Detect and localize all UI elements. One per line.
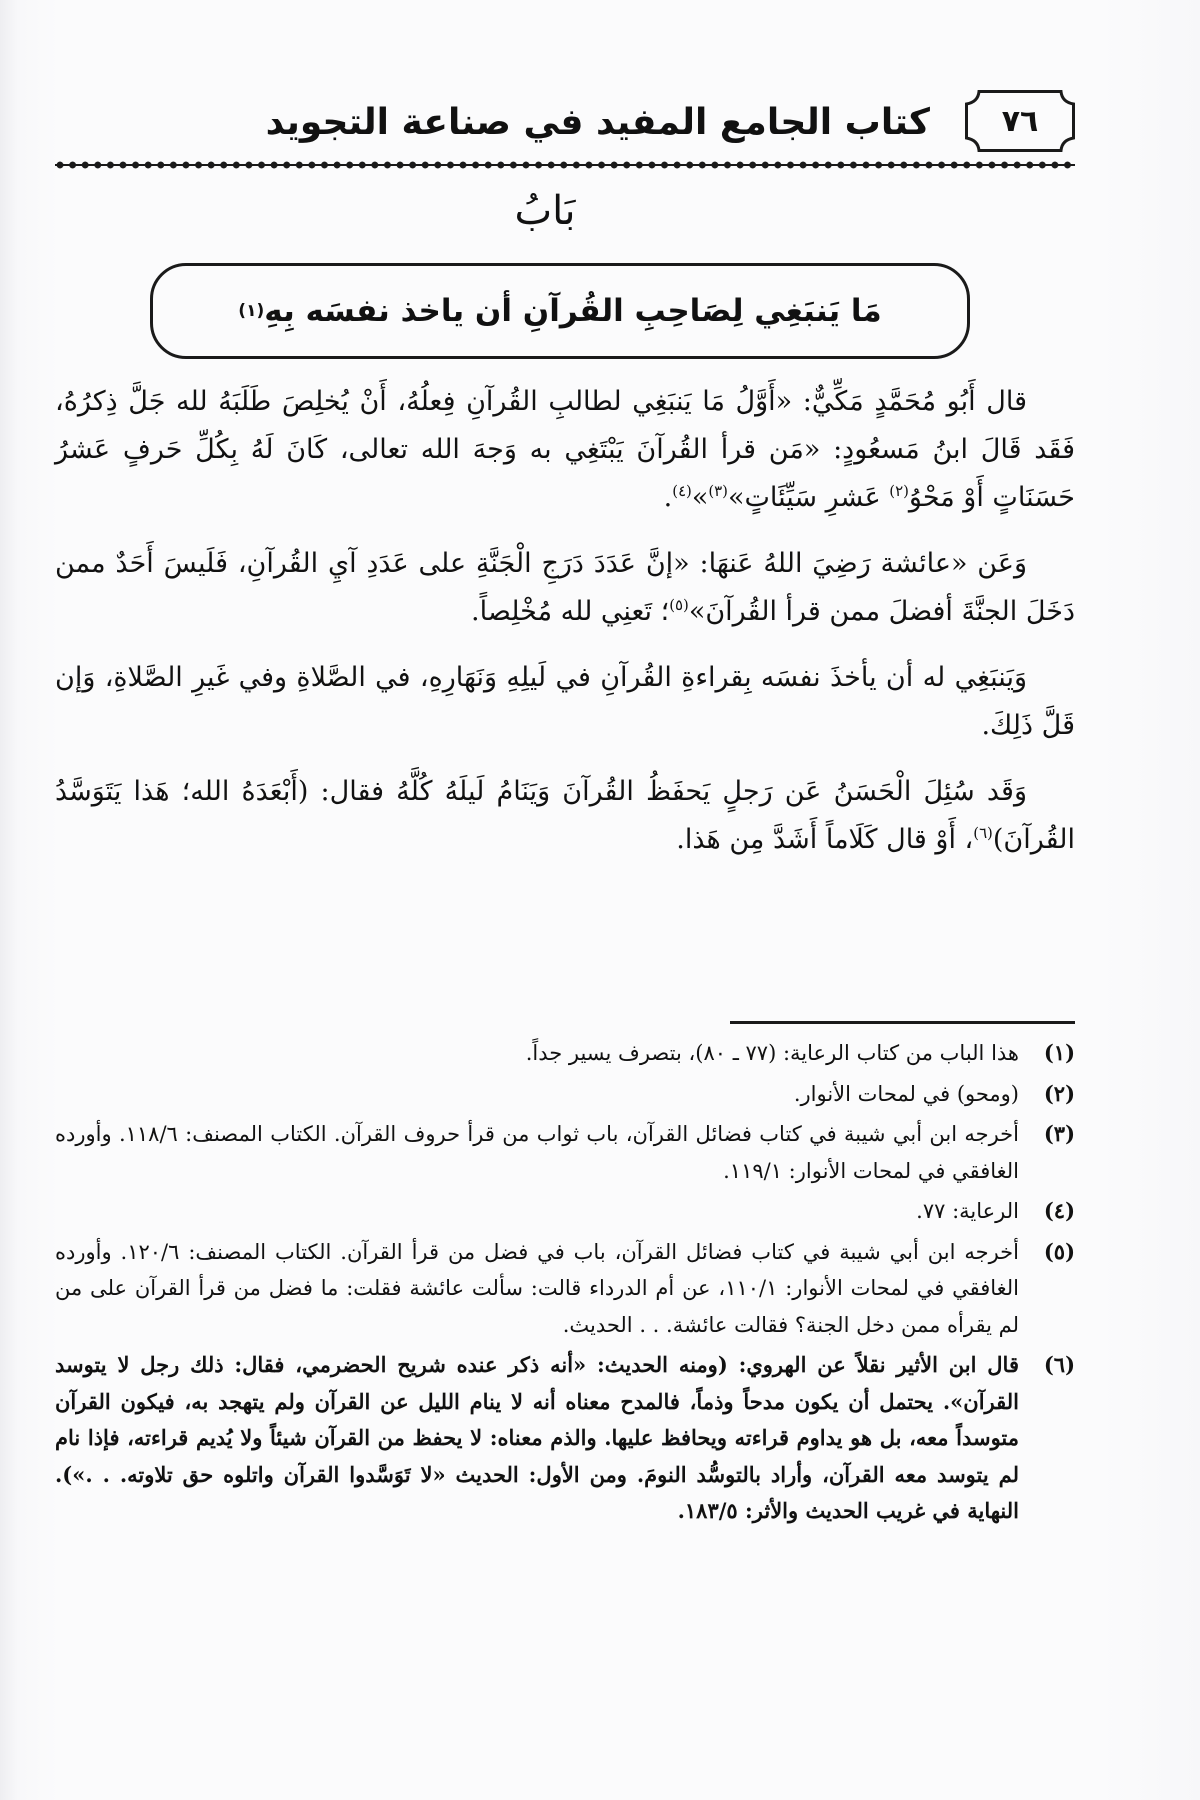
footnote-ref[interactable]: (٣) [708,482,728,500]
page-number-frame [965,90,1075,152]
paragraph [55,768,1075,864]
chapter-label: بَابُ [514,188,576,234]
paragraph-text: قال أَبُو مُحَمَّدٍ مَكِّيٌّ: «أَوَّلُ مَا يَنبَغِي لطالبِ القُرآنِ فِعلُهُ، أَنْ يُخلِصَ طَلَبَهُ لله جَلَّ ذِكرُهُ، فَقَد قَالَ ابنُ مَسعُودٍ: «مَن قرأ القُرآنَ يَبْتَغِي به وَجهَ الله تعالى، كَانَ لَهُ بِكُلِّ حَرفٍ عَشرُ حَسَنَاتٍ أَوْ مَحْوُ [55,386,1075,513]
running-header [55,88,1075,168]
footnote-3 [55,1116,1075,1189]
paragraph [55,540,1075,636]
footnote-2 [55,1076,1075,1113]
dotted-divider [55,160,1075,170]
footnote-number: (٥) [1043,1238,1075,1264]
paragraph-text: عَشرِ سَيِّئَاتٍ» [727,482,890,513]
footnote-text: أخرجه ابن أبي شيبة في كتاب فضائل القرآن، باب ثواب من قرأ حروف القرآن. الكتاب المصنف: ١١٨/٦. وأورده الغافقي في لمحات الأنوار: ١١٩/١. [55,1122,1019,1183]
paragraph-text: » [691,482,709,513]
footnote-number: (٦) [1043,1352,1075,1377]
footnote-text: هذا الباب من كتاب الرعاية: (٧٧ ـ ٨٠)، بتصرف يسير جداً. [525,1041,1019,1065]
footnote-ref[interactable]: (٥) [669,596,689,614]
footnote-5 [55,1234,1075,1344]
footnotes [55,1035,1075,1534]
paragraph-text: ، أَوْ قال كَلَاماً أَشَدَّ مِن هَذا. [676,824,974,855]
footnote-ref[interactable]: (٤) [672,482,692,500]
page-number: ٧٦ [1001,103,1039,139]
footnote-number: (١) [1043,1040,1075,1065]
footnote-separator [730,1021,1075,1024]
chapter-heading: مَا يَنبَغِي لِصَاحِبِ القُرآنِ أن ياخذ نفسَه بِهِ [264,293,882,329]
footnote-ref[interactable]: (٦) [973,824,993,842]
footnote-6 [55,1347,1075,1530]
paragraph [55,378,1075,522]
paragraph-text: وَيَنبَغِي له أن يأخذَ نفسَه بِقراءةِ القُرآنِ في لَيلِهِ وَنَهَارِهِ، في الصَّلاةِ وفي غَيرِ الصَّلاةِ، وَإن قَلَّ ذَلِكَ. [55,662,1075,741]
footnote-ref[interactable]: (٢) [889,482,909,500]
footnote-number: (٣) [1043,1121,1075,1146]
footnote-text: أخرجه ابن أبي شيبة في كتاب فضائل القرآن، باب في فضل من قرأ القرآن. الكتاب المصنف: ١٢٠/٦. وأورده الغافقي في لمحات الأنوار: ١١٠/١، عن أم الدرداء قالت: سألت عائشة فقلت: ما فضل من قرأ القرآن على من لم يقرأه ممن دخل الجنة؟ فقالت عائشة. . . الحديث. [55,1239,1019,1337]
paragraph-text: . [663,482,673,513]
chapter-heading-box: مَا يَنبَغِي لِصَاحِبِ القُرآنِ أن ياخذ نفسَه بِهِ (١) [150,263,970,359]
paragraph-text: وَعَن «عائشة رَضِيَ اللهُ عَنهَا: «إنَّ عَدَدَ دَرَجِ الْجَنَّةِ على عَدَدِ آيِ القُرآنِ، فَلَيسَ أَحَدٌ ممن دَخَلَ الجنَّةَ أفضلَ ممن قرأ القُرآنَ» [55,548,1075,627]
body-text [55,378,1075,882]
footnote-number: (٤) [1043,1198,1075,1223]
paragraph [55,654,1075,750]
footnote-text: الرعاية: ٧٧. [916,1199,1019,1223]
paragraph-text: وَقَد سُئِلَ الْحَسَنُ عَن رَجلٍ يَحفَظُ القُرآنَ وَيَنَامُ لَيلَهُ كُلَّهُ فقال: (أَبْعَدَهُ الله؛ هَذا يَتَوَسَّدُ القُرآنَ) [55,776,1075,855]
footnote-text: (ومحو) في لمحات الأنوار. [793,1081,1019,1106]
footnote-number: (٢) [1043,1080,1075,1106]
book-title: كتاب الجامع المفيد في صناعة التجويد [265,102,930,143]
paragraph-text: ؛ تَعنِي لله مُخْلِصاً. [471,596,670,627]
footnote-1 [55,1035,1075,1072]
footnote-4 [55,1193,1075,1230]
footnote-text: قال ابن الأثير نقلاً عن الهروي: (ومنه الحديث: «أنه ذكر عنده شريح الحضرمي، فقال: ذلك رجل لا يتوسد القرآن». يحتمل أن يكون مدحاً وذماً، فالمدح معناه أنه لا ينام الليل عن القرآن ولم يتهجد به، فيكون القرآن متوسداً معه، بل هو يداوم قراءته ويحافظ عليها. والذم معناه: لا يحفظ من القرآن شيئاً ولا يُديم قراءته، فإذا نام لم يتوسد معه القرآن، وأراد بالتوسُّد النومَ. ومن الأول: الحديث «لا تَوَسَّدوا القرآن واتلوه حق تلاوته. . .»). النهاية في غريب الحديث والأثر: ١٨٣/٥. [55,1352,1019,1523]
